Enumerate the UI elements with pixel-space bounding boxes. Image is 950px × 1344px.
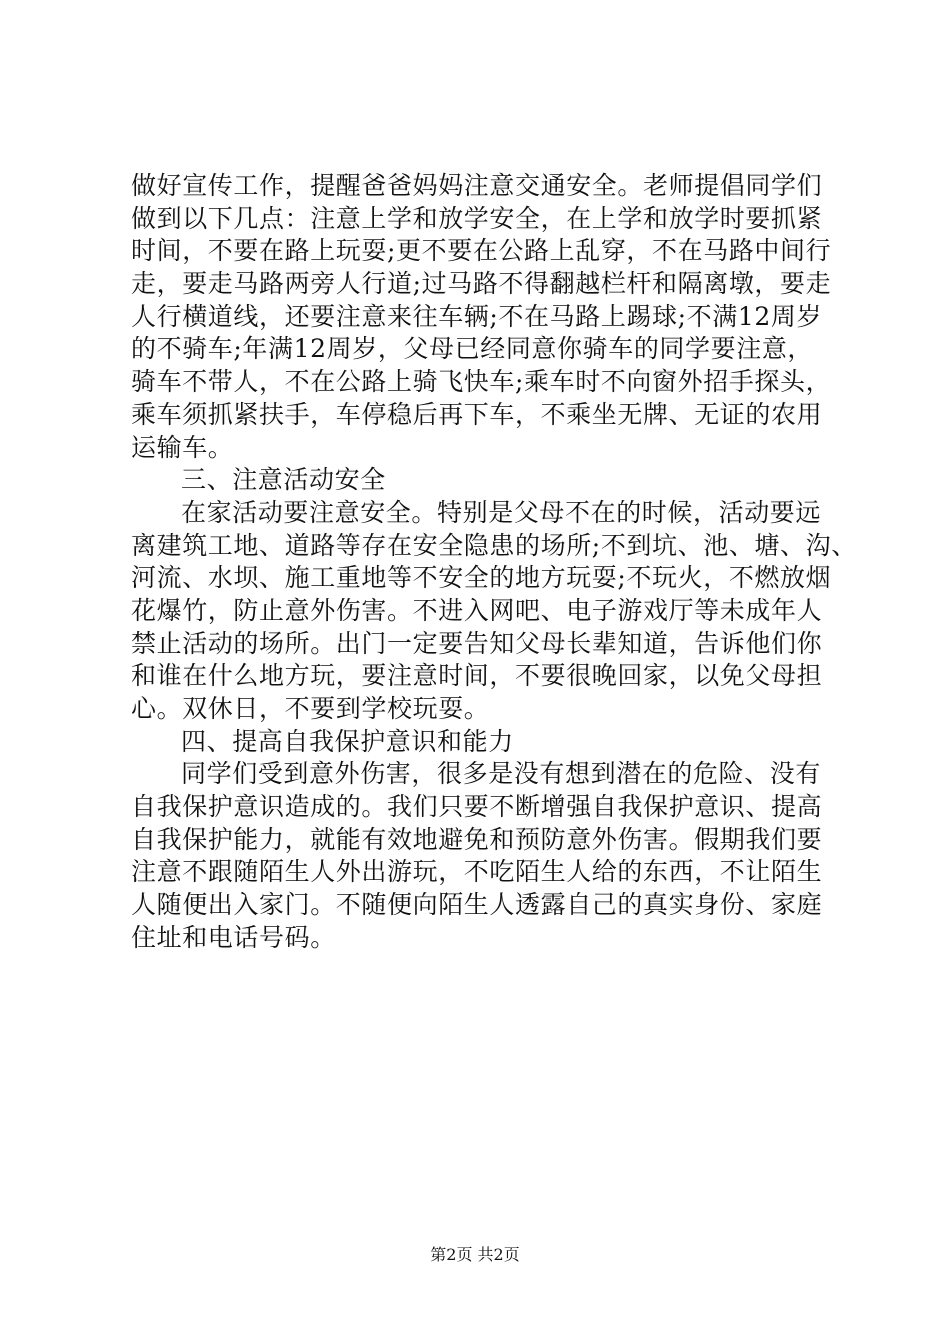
paragraph-line: 自我保护能力，就能有效地避免和预防意外伤害。假期我们要	[131, 824, 823, 854]
paragraph-line: 和谁在什么地方玩，要注意时间，不要很晚回家，以免父母担	[131, 661, 823, 691]
paragraph-line: 的不骑车;年满12周岁，父母已经同意你骑车的同学要注意，	[131, 334, 814, 364]
paragraph-line: 骑车不带人，不在公路上骑飞快车;乘车时不向窗外招手探头，	[131, 367, 832, 397]
paragraph-line: 时间，不要在路上玩耍;更不要在公路上乱穿，不在马路中间行	[131, 236, 832, 266]
paragraph-line: 人随便出入家门。不随便向陌生人透露自己的真实身份、家庭	[131, 890, 823, 920]
page-footer: 第2页 共2页	[430, 1245, 520, 1264]
paragraph-line: 住址和电话号码。	[131, 922, 336, 952]
paragraph-line: 乘车须抓紧扶手，车停稳后再下车，不乘坐无牌、无证的农用	[131, 399, 823, 429]
paragraph-line: 做到以下几点：注意上学和放学安全，在上学和放学时要抓紧	[131, 203, 823, 233]
paragraph-line: 同学们受到意外伤害，很多是没有想到潜在的危险、没有	[181, 759, 822, 789]
paragraph-line: 运输车。	[131, 432, 234, 462]
paragraph-line: 自我保护意识造成的。我们只要不断增强自我保护意识、提高	[131, 792, 823, 822]
paragraph-line: 离建筑工地、道路等存在安全隐患的场所;不到坑、池、塘、沟、	[131, 530, 857, 560]
section-heading: 四、提高自我保护意识和能力	[181, 726, 514, 756]
paragraph-line: 花爆竹，防止意外伤害。不进入网吧、电子游戏厅等未成年人	[131, 595, 823, 625]
paragraph-line: 注意不跟随陌生人外出游玩，不吃陌生人给的东西，不让陌生	[131, 857, 823, 887]
paragraph-line: 河流、水坝、施工重地等不安全的地方玩耍;不玩火，不燃放烟	[131, 563, 832, 593]
document-body	[131, 170, 857, 955]
section-heading: 三、注意活动安全	[181, 465, 386, 495]
paragraph-line: 心。双休日，不要到学校玩耍。	[131, 694, 490, 723]
paragraph-line: 人行横道线，还要注意来往车辆;不在马路上踢球;不满12周岁	[131, 301, 823, 331]
paragraph-line: 走，要走马路两旁人行道;过马路不得翻越栏杆和隔离墩，要走	[131, 269, 832, 299]
paragraph-line: 在家活动要注意安全。特别是父母不在的时候，活动要远	[181, 497, 822, 527]
paragraph-line: 做好宣传工作，提醒爸爸妈妈注意交通安全。老师提倡同学们	[131, 171, 823, 200]
paragraph-line: 禁止活动的场所。出门一定要告知父母长辈知道，告诉他们你	[131, 628, 823, 658]
